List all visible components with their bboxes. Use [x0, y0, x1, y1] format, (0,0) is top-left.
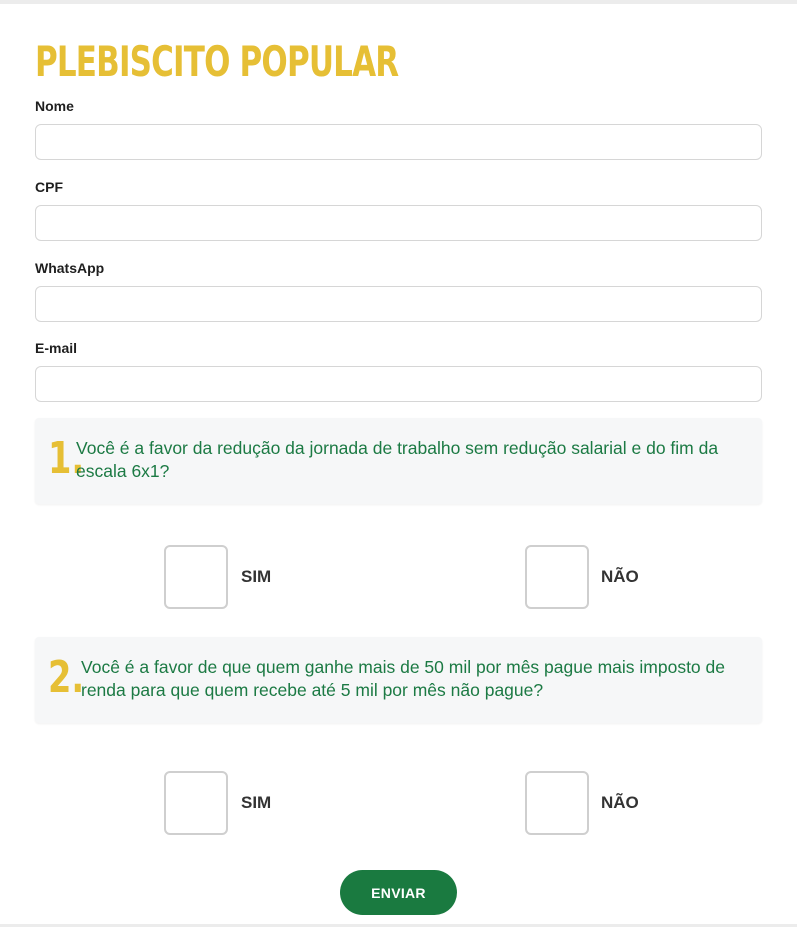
name-label: Nome — [35, 98, 74, 114]
question-1-nao-checkbox[interactable] — [525, 545, 589, 609]
email-label: E-mail — [35, 340, 78, 356]
question-2-sim-label: SIM — [241, 793, 272, 812]
whatsapp-input[interactable] — [35, 286, 762, 322]
email-input[interactable] — [35, 366, 762, 402]
question-2-nao-label: NÃO — [601, 793, 639, 812]
whatsapp-label: WhatsApp — [35, 260, 105, 276]
question-1-sim-label: SIM — [241, 567, 272, 586]
question-2-nao-checkbox[interactable] — [525, 771, 589, 835]
question-1-nao-label: NÃO — [601, 567, 639, 586]
plebiscite-form — [35, 0, 762, 927]
page-title: PLEBISCITO POPULAR — [35, 37, 399, 86]
cpf-label: CPF — [35, 179, 63, 195]
submit-button[interactable]: ENVIAR — [340, 870, 457, 915]
question-number-2: 2. — [48, 652, 85, 703]
question-number-1: 1. — [48, 433, 85, 484]
question-text-1: Você é a favor da redução da jornada de trabalho sem redução salarial e do fim da escala 6x1? — [76, 438, 719, 481]
question-1-sim-checkbox[interactable] — [164, 545, 228, 609]
name-input[interactable] — [35, 124, 762, 160]
cpf-input[interactable] — [35, 205, 762, 241]
question-2-sim-checkbox[interactable] — [164, 771, 228, 835]
question-text-2: Você é a favor de que quem ganhe mais de 50 mil por mês pague mais imposto de renda para que quem recebe até 5 mil por mês não pague? — [81, 657, 725, 700]
question-card-2 — [35, 637, 762, 723]
question-card-1 — [35, 418, 762, 504]
